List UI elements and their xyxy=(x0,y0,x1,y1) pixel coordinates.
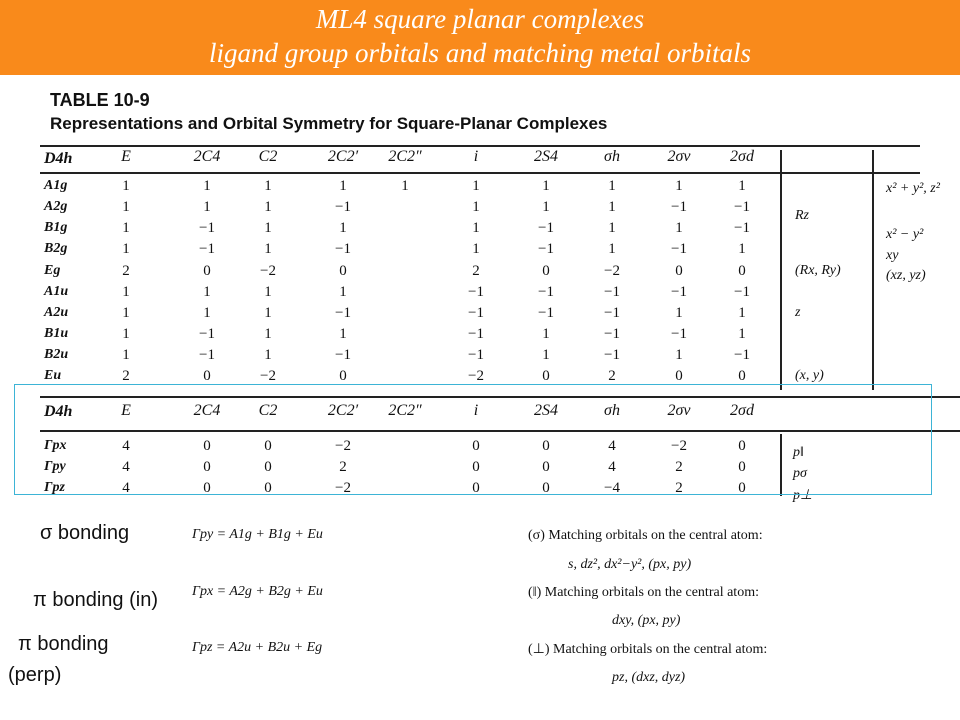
character-value: 1 xyxy=(122,241,130,257)
character-value: −1 xyxy=(604,305,620,321)
character-value: −1 xyxy=(734,199,750,215)
character-value: −1 xyxy=(538,305,554,321)
reducible-character: 4 xyxy=(122,459,130,475)
character-value: −1 xyxy=(671,199,687,215)
character-value: 1 xyxy=(542,199,550,215)
gamma-header-group-label: D4h xyxy=(44,403,73,420)
header-operation: 2S4 xyxy=(534,148,558,165)
reducible-character: 0 xyxy=(203,459,211,475)
reducible-character: 0 xyxy=(472,480,480,496)
reducible-character: 2 xyxy=(675,459,683,475)
character-value: 2 xyxy=(122,263,130,279)
header-group-label: D4h xyxy=(44,150,73,167)
ligand-orbital-type: p⊥ xyxy=(793,488,813,503)
gamma-header-operation: 2S4 xyxy=(534,402,558,419)
header-operation: C2 xyxy=(258,148,278,165)
reducible-character: 0 xyxy=(264,480,272,496)
character-value: −1 xyxy=(604,347,620,363)
character-value: 1 xyxy=(203,305,211,321)
character-value: 1 xyxy=(122,199,130,215)
character-value: 0 xyxy=(738,368,746,384)
slide-title-line-1: ML4 square planar complexes xyxy=(315,4,645,34)
character-value: −1 xyxy=(734,347,750,363)
character-value: 1 xyxy=(472,178,480,194)
character-value: −1 xyxy=(199,347,215,363)
table-number: TABLE 10-9 xyxy=(50,90,150,110)
reducible-character: 0 xyxy=(203,480,211,496)
header-operation: 2C2″ xyxy=(388,148,422,165)
character-value: −2 xyxy=(260,368,276,384)
character-value: 0 xyxy=(339,368,347,384)
character-value: −1 xyxy=(335,347,351,363)
character-value: 1 xyxy=(203,178,211,194)
character-value: 1 xyxy=(608,220,616,236)
irrep-label: B2g xyxy=(44,241,68,256)
character-value: 1 xyxy=(264,220,272,236)
character-value: −1 xyxy=(671,326,687,342)
character-value: 1 xyxy=(675,347,683,363)
linear-function: (Rx, Ry) xyxy=(795,263,841,278)
character-value: −1 xyxy=(671,241,687,257)
character-value: 0 xyxy=(203,368,211,384)
character-value: 1 xyxy=(203,199,211,215)
character-value: 1 xyxy=(264,241,272,257)
reducible-character: 2 xyxy=(339,459,347,475)
character-value: −1 xyxy=(538,284,554,300)
character-value: −1 xyxy=(335,241,351,257)
character-value: −1 xyxy=(468,347,484,363)
header-operation: 2C4 xyxy=(193,148,221,165)
character-value: −1 xyxy=(199,241,215,257)
gamma-header-operation: C2 xyxy=(258,402,278,419)
character-value: 1 xyxy=(339,220,347,236)
pi-perp-bonding-sublabel: (perp) xyxy=(8,664,62,686)
character-value: 1 xyxy=(675,178,683,194)
gamma-header-operation: 2σv xyxy=(667,402,691,419)
gamma-header-operation: E xyxy=(121,402,131,419)
pi-perp-matching-orbitals: pz, (dxz, dyz) xyxy=(612,670,686,685)
header-operation: σh xyxy=(604,148,620,165)
irrep-label: B2u xyxy=(44,347,69,362)
pi-perp-decomposition: Γpz = A2u + B2u + Eg xyxy=(192,640,323,655)
reducible-character: −2 xyxy=(335,438,351,454)
reducible-rep-label: Γpy xyxy=(44,459,66,474)
character-value: 1 xyxy=(264,305,272,321)
character-value: 1 xyxy=(339,326,347,342)
reducible-character: 0 xyxy=(542,480,550,496)
character-value: −1 xyxy=(335,199,351,215)
character-value: 1 xyxy=(608,241,616,257)
irrep-label: A2g xyxy=(44,199,68,214)
reducible-character: 4 xyxy=(608,459,616,475)
character-value: 0 xyxy=(542,263,550,279)
character-value: −1 xyxy=(604,284,620,300)
gamma-header-operation: 2C4 xyxy=(193,402,221,419)
reducible-character: −2 xyxy=(335,480,351,496)
character-value: 1 xyxy=(675,220,683,236)
header-operation: E xyxy=(121,148,131,165)
character-value: 0 xyxy=(675,263,683,279)
character-value: 1 xyxy=(122,326,130,342)
character-value: −1 xyxy=(199,220,215,236)
character-value: 1 xyxy=(738,326,746,342)
table-header-rule xyxy=(40,172,920,174)
linear-function: (x, y) xyxy=(795,368,824,383)
character-value: 1 xyxy=(264,199,272,215)
sigma-matching-title: (σ) Matching orbitals on the central atom: xyxy=(528,528,763,543)
header-operation: 2σv xyxy=(667,148,691,165)
quadratic-function: (xz, yz) xyxy=(886,268,926,283)
reducible-character: 0 xyxy=(738,459,746,475)
character-value: 0 xyxy=(542,368,550,384)
character-value: 1 xyxy=(122,305,130,321)
sigma-decomposition: Γpy = A1g + B1g + Eu xyxy=(192,527,323,542)
reducible-character: 0 xyxy=(203,438,211,454)
character-value: −1 xyxy=(468,326,484,342)
character-value: 1 xyxy=(122,347,130,363)
slide-title-bar xyxy=(0,0,960,75)
gamma-header-operation: i xyxy=(473,402,479,419)
character-value: 1 xyxy=(203,284,211,300)
reducible-character: 4 xyxy=(122,480,130,496)
quadratic-function: x² + y², z² xyxy=(886,181,940,196)
character-value: 1 xyxy=(122,178,130,194)
linear-function: z xyxy=(795,305,801,320)
pi-in-decomposition: Γpx = A2g + B2g + Eu xyxy=(192,584,323,599)
function-column-divider xyxy=(780,150,782,390)
reducible-character: 0 xyxy=(542,459,550,475)
character-value: 0 xyxy=(203,263,211,279)
reducible-character: 0 xyxy=(264,438,272,454)
character-value: 1 xyxy=(472,241,480,257)
character-value: 1 xyxy=(472,220,480,236)
reducible-character: 0 xyxy=(738,438,746,454)
irrep-label: Eg xyxy=(44,263,61,278)
character-value: −2 xyxy=(604,263,620,279)
reducible-character: −2 xyxy=(671,438,687,454)
gamma-header-operation: 2C2′ xyxy=(327,402,359,419)
gamma-header-operation: 2σd xyxy=(730,402,754,419)
character-value: 0 xyxy=(339,263,347,279)
character-value: 1 xyxy=(264,178,272,194)
header-operation: i xyxy=(473,148,479,165)
character-value: −2 xyxy=(260,263,276,279)
character-value: 1 xyxy=(264,347,272,363)
sigma-matching-orbitals: s, dz², dx²−y², (px, py) xyxy=(568,557,692,572)
gamma-header-operation: σh xyxy=(604,402,620,419)
character-value: 1 xyxy=(542,326,550,342)
pi-perp-matching-title: (⊥) Matching orbitals on the central atom: xyxy=(528,642,768,657)
character-value: 2 xyxy=(122,368,130,384)
character-value: −1 xyxy=(468,305,484,321)
irrep-label: B1g xyxy=(44,220,68,235)
character-value: 1 xyxy=(472,199,480,215)
character-value: 1 xyxy=(542,347,550,363)
header-operation: 2C2′ xyxy=(327,148,359,165)
character-value: 1 xyxy=(738,178,746,194)
character-value: 1 xyxy=(339,178,347,194)
character-value: 1 xyxy=(542,178,550,194)
reducible-representation-highlight xyxy=(14,384,932,495)
quadratic-column-divider xyxy=(872,150,874,390)
character-value: −1 xyxy=(538,220,554,236)
character-value: −1 xyxy=(468,284,484,300)
character-value: 1 xyxy=(264,326,272,342)
table-caption: Representations and Orbital Symmetry for Square-Planar Complexes xyxy=(50,114,608,133)
character-value: 1 xyxy=(264,284,272,300)
character-value: 1 xyxy=(339,284,347,300)
reducible-rep-label: Γpz xyxy=(44,480,65,495)
character-value: −1 xyxy=(199,326,215,342)
character-value: −1 xyxy=(538,241,554,257)
character-value: 1 xyxy=(675,305,683,321)
linear-function: Rz xyxy=(795,208,809,223)
reducible-rep-label: Γpx xyxy=(44,438,67,453)
pi-in-matching-orbitals: dxy, (px, py) xyxy=(612,613,681,628)
irrep-label: B1u xyxy=(44,326,69,341)
header-operation: 2σd xyxy=(730,148,754,165)
quadratic-function: xy xyxy=(886,248,899,263)
gamma-header-operation: 2C2″ xyxy=(388,402,422,419)
reducible-character: 4 xyxy=(608,438,616,454)
reducible-character: −4 xyxy=(604,480,620,496)
table-top-rule xyxy=(40,145,920,147)
character-value: −1 xyxy=(734,220,750,236)
character-value: −1 xyxy=(671,284,687,300)
irrep-label: A1u xyxy=(44,284,69,299)
character-value: 0 xyxy=(738,263,746,279)
character-value: 1 xyxy=(738,305,746,321)
pi-in-matching-title: (‖) Matching orbitals on the central atom: xyxy=(528,585,759,600)
reducible-character: 0 xyxy=(472,459,480,475)
irrep-label: A1g xyxy=(44,178,68,193)
irrep-label: Eu xyxy=(44,368,62,383)
character-value: 2 xyxy=(472,263,480,279)
character-value: 2 xyxy=(608,368,616,384)
reducible-character: 2 xyxy=(675,480,683,496)
reducible-character: 0 xyxy=(738,480,746,496)
reducible-character: 4 xyxy=(122,438,130,454)
ligand-orbital-type: p‖ xyxy=(793,445,804,460)
character-value: 1 xyxy=(122,284,130,300)
character-value: −1 xyxy=(335,305,351,321)
character-value: 0 xyxy=(675,368,683,384)
character-value: 1 xyxy=(608,199,616,215)
character-value: 1 xyxy=(738,241,746,257)
slide-title-line-2: ligand group orbitals and matching metal orbitals xyxy=(208,38,752,68)
sigma-bonding-label: σ bonding xyxy=(40,522,130,544)
quadratic-function: x² − y² xyxy=(886,227,924,242)
reducible-character: 0 xyxy=(542,438,550,454)
irrep-label: A2u xyxy=(44,305,69,320)
ligand-orbital-type: pσ xyxy=(793,466,807,481)
pi-perp-bonding-label: π bonding xyxy=(18,633,109,655)
character-value: 1 xyxy=(401,178,409,194)
character-value: −1 xyxy=(604,326,620,342)
reducible-character: 0 xyxy=(472,438,480,454)
character-value: −1 xyxy=(734,284,750,300)
reducible-character: 0 xyxy=(264,459,272,475)
character-value: −2 xyxy=(468,368,484,384)
character-value: 1 xyxy=(608,178,616,194)
pi-in-bonding-label: π bonding (in) xyxy=(33,589,158,611)
character-value: 1 xyxy=(122,220,130,236)
